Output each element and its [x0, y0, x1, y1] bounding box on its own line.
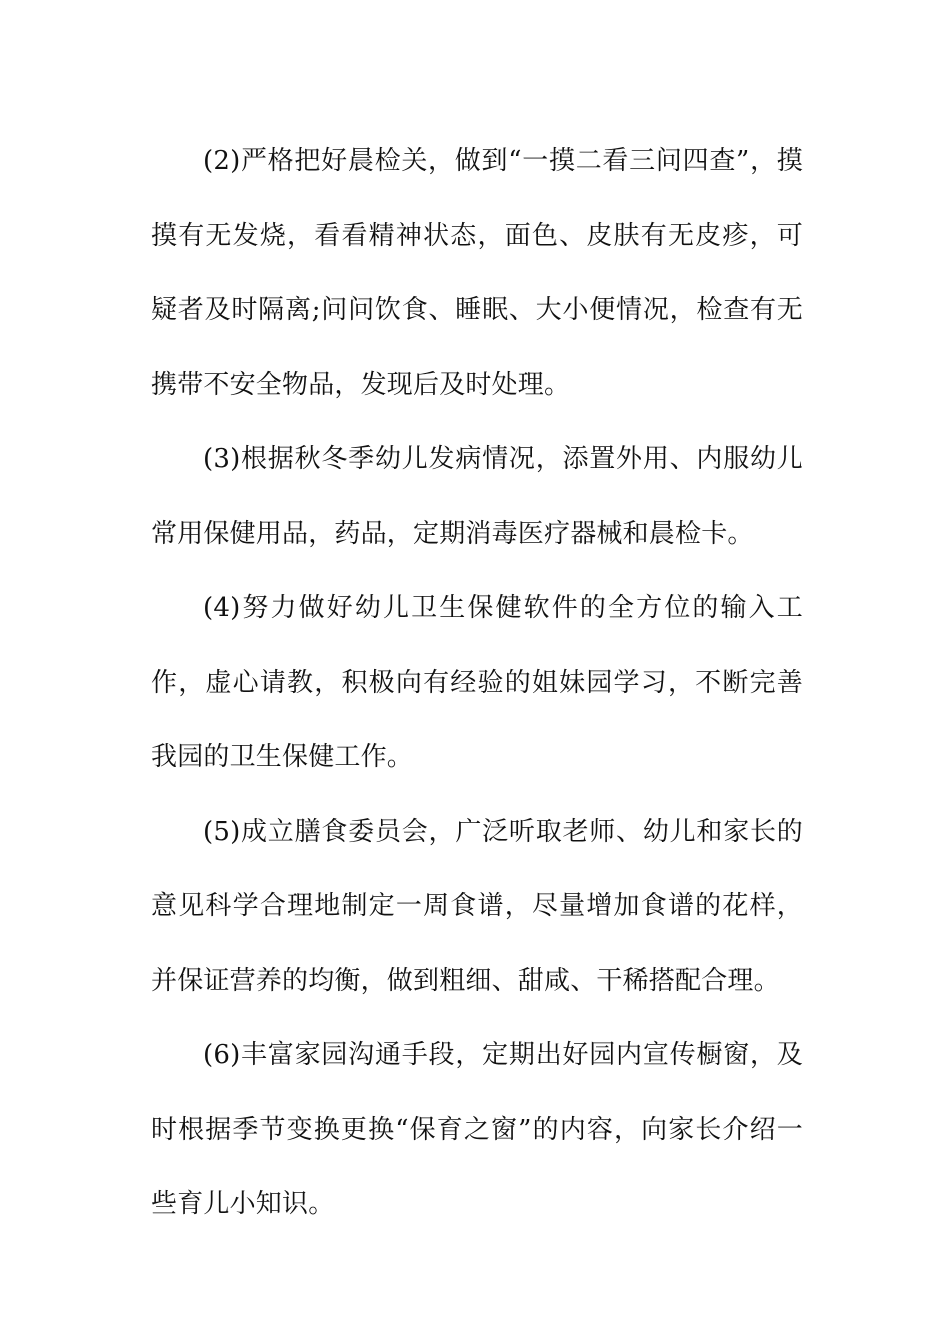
document-body — [151, 124, 803, 1242]
paragraph-item-3: (3)根据秋冬季幼儿发病情况，添置外用、内服幼儿常用保健用品，药品，定期消毒医疗器械和晨检卡。 — [151, 444, 803, 549]
paragraph-item-5: (5)成立膳食委员会，广泛听取老师、幼儿和家长的意见科学合理地制定一周食谱，尽量增加食谱的花样，并保证营养的均衡，做到粗细、甜咸、干稀搭配合理。 — [151, 816, 803, 996]
paragraph-item-2: (2)严格把好晨检关，做到“一摸二看三问四查”，摸摸有无发烧，看看精神状态，面色、皮肤有无皮疹，可疑者及时隔离;问问饮食、睡眠、大小便情况，检查有无携带不安全物品，发现后及时处理。 — [151, 146, 803, 400]
paragraph-item-6: (6)丰富家园沟通手段，定期出好园内宣传橱窗，及时根据季节变换更换“保育之窗”的内容，向家长介绍一些育儿小知识。 — [151, 1040, 803, 1219]
paragraph-item-4: (4)努力做好幼儿卫生保健软件的全方位的输入工作，虚心请教，积极向有经验的姐妹园学习，不断完善我园的卫生保健工作。 — [151, 593, 803, 772]
